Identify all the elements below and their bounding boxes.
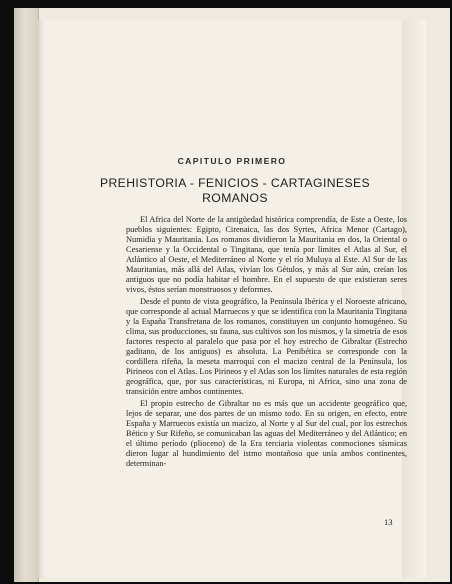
paragraph: Desde el punto de vista geográfico, la Península Ibérica y el Noroeste africano, que corresponde al actual Marruecos y que se identifica con la Mauritania Tingitana y la España Transfretana de los romanos, constituyen un conjunto homogéneo. Su clima, sus producciones, su fauna, sus cultivos son los mismos, y la simetría de esos factores respecto al paralelo que pasa por el hoy estrecho de Gibraltar (Estrecho gaditano, de los antiguos) es absoluta. La Penibética se corresponde con la cordillera rifeña, la meseta marroquí con el macizo central de la Península, los Pirineos con el Atlas. Los Pirineos y el Atlas son los límites naturales de esta región geográfica, que, por sus características, ni Europa, ni Africa, sino una zona de transición entre ambos continentes. (126, 296, 407, 397)
chapter-title-line-1: PREHISTORIA - FENICIOS - CARTAGINESES (99, 176, 371, 190)
paragraph: El Africa del Norte de la antigüedad histórica comprendía, de Este a Oeste, los pueblos siguientes: Egipto, Cirenaica, las dos Syrtes, Africa Menor (Cartago), Numidia y Mauritania. Los romanos dividieron la Mauritania en dos, la Oriental o Cesariense y la Occidental o Tingitana, que tenía por límites el Atlas al Sur, el Atlántico al Oeste, el Mediterráneo al Norte y el río Muluya al Este. Al Sur de las Mauritanias, más allá del Atlas, vivían los Gétulos, y más al Sur aún, creían los antiguos que no podía habitar el hombre. En el supuesto de que existieran seres vivos, éstos serían monstruosos y deformes. (126, 215, 407, 295)
chapter-title (98, 176, 372, 205)
body-text (126, 215, 407, 469)
page (38, 20, 426, 578)
chapter-title-line-2: ROMANOS (202, 190, 268, 205)
chapter-label: CAPITULO PRIMERO (177, 156, 287, 166)
book (14, 8, 450, 582)
page-number: 13 (384, 517, 393, 527)
paragraph: El propio estrecho de Gibraltar no es más que un accidente geográfico que, lejos de separar, une dos partes de un mismo todo. En su origen, en efecto, entre España y Marruecos existía un macizo, al Norte y al Sur del cual, por los estrechos Bético y Sur Rifeño, se comunicaban las aguas del Mediterráneo y del Atlántico; en el último período (plioceno) de la Era terciaria violentas conmociones sísmicas dieron lugar al hundimiento del istmo montañoso que unía ambos continentes, determinan- (126, 398, 407, 469)
book-spine (14, 8, 39, 582)
